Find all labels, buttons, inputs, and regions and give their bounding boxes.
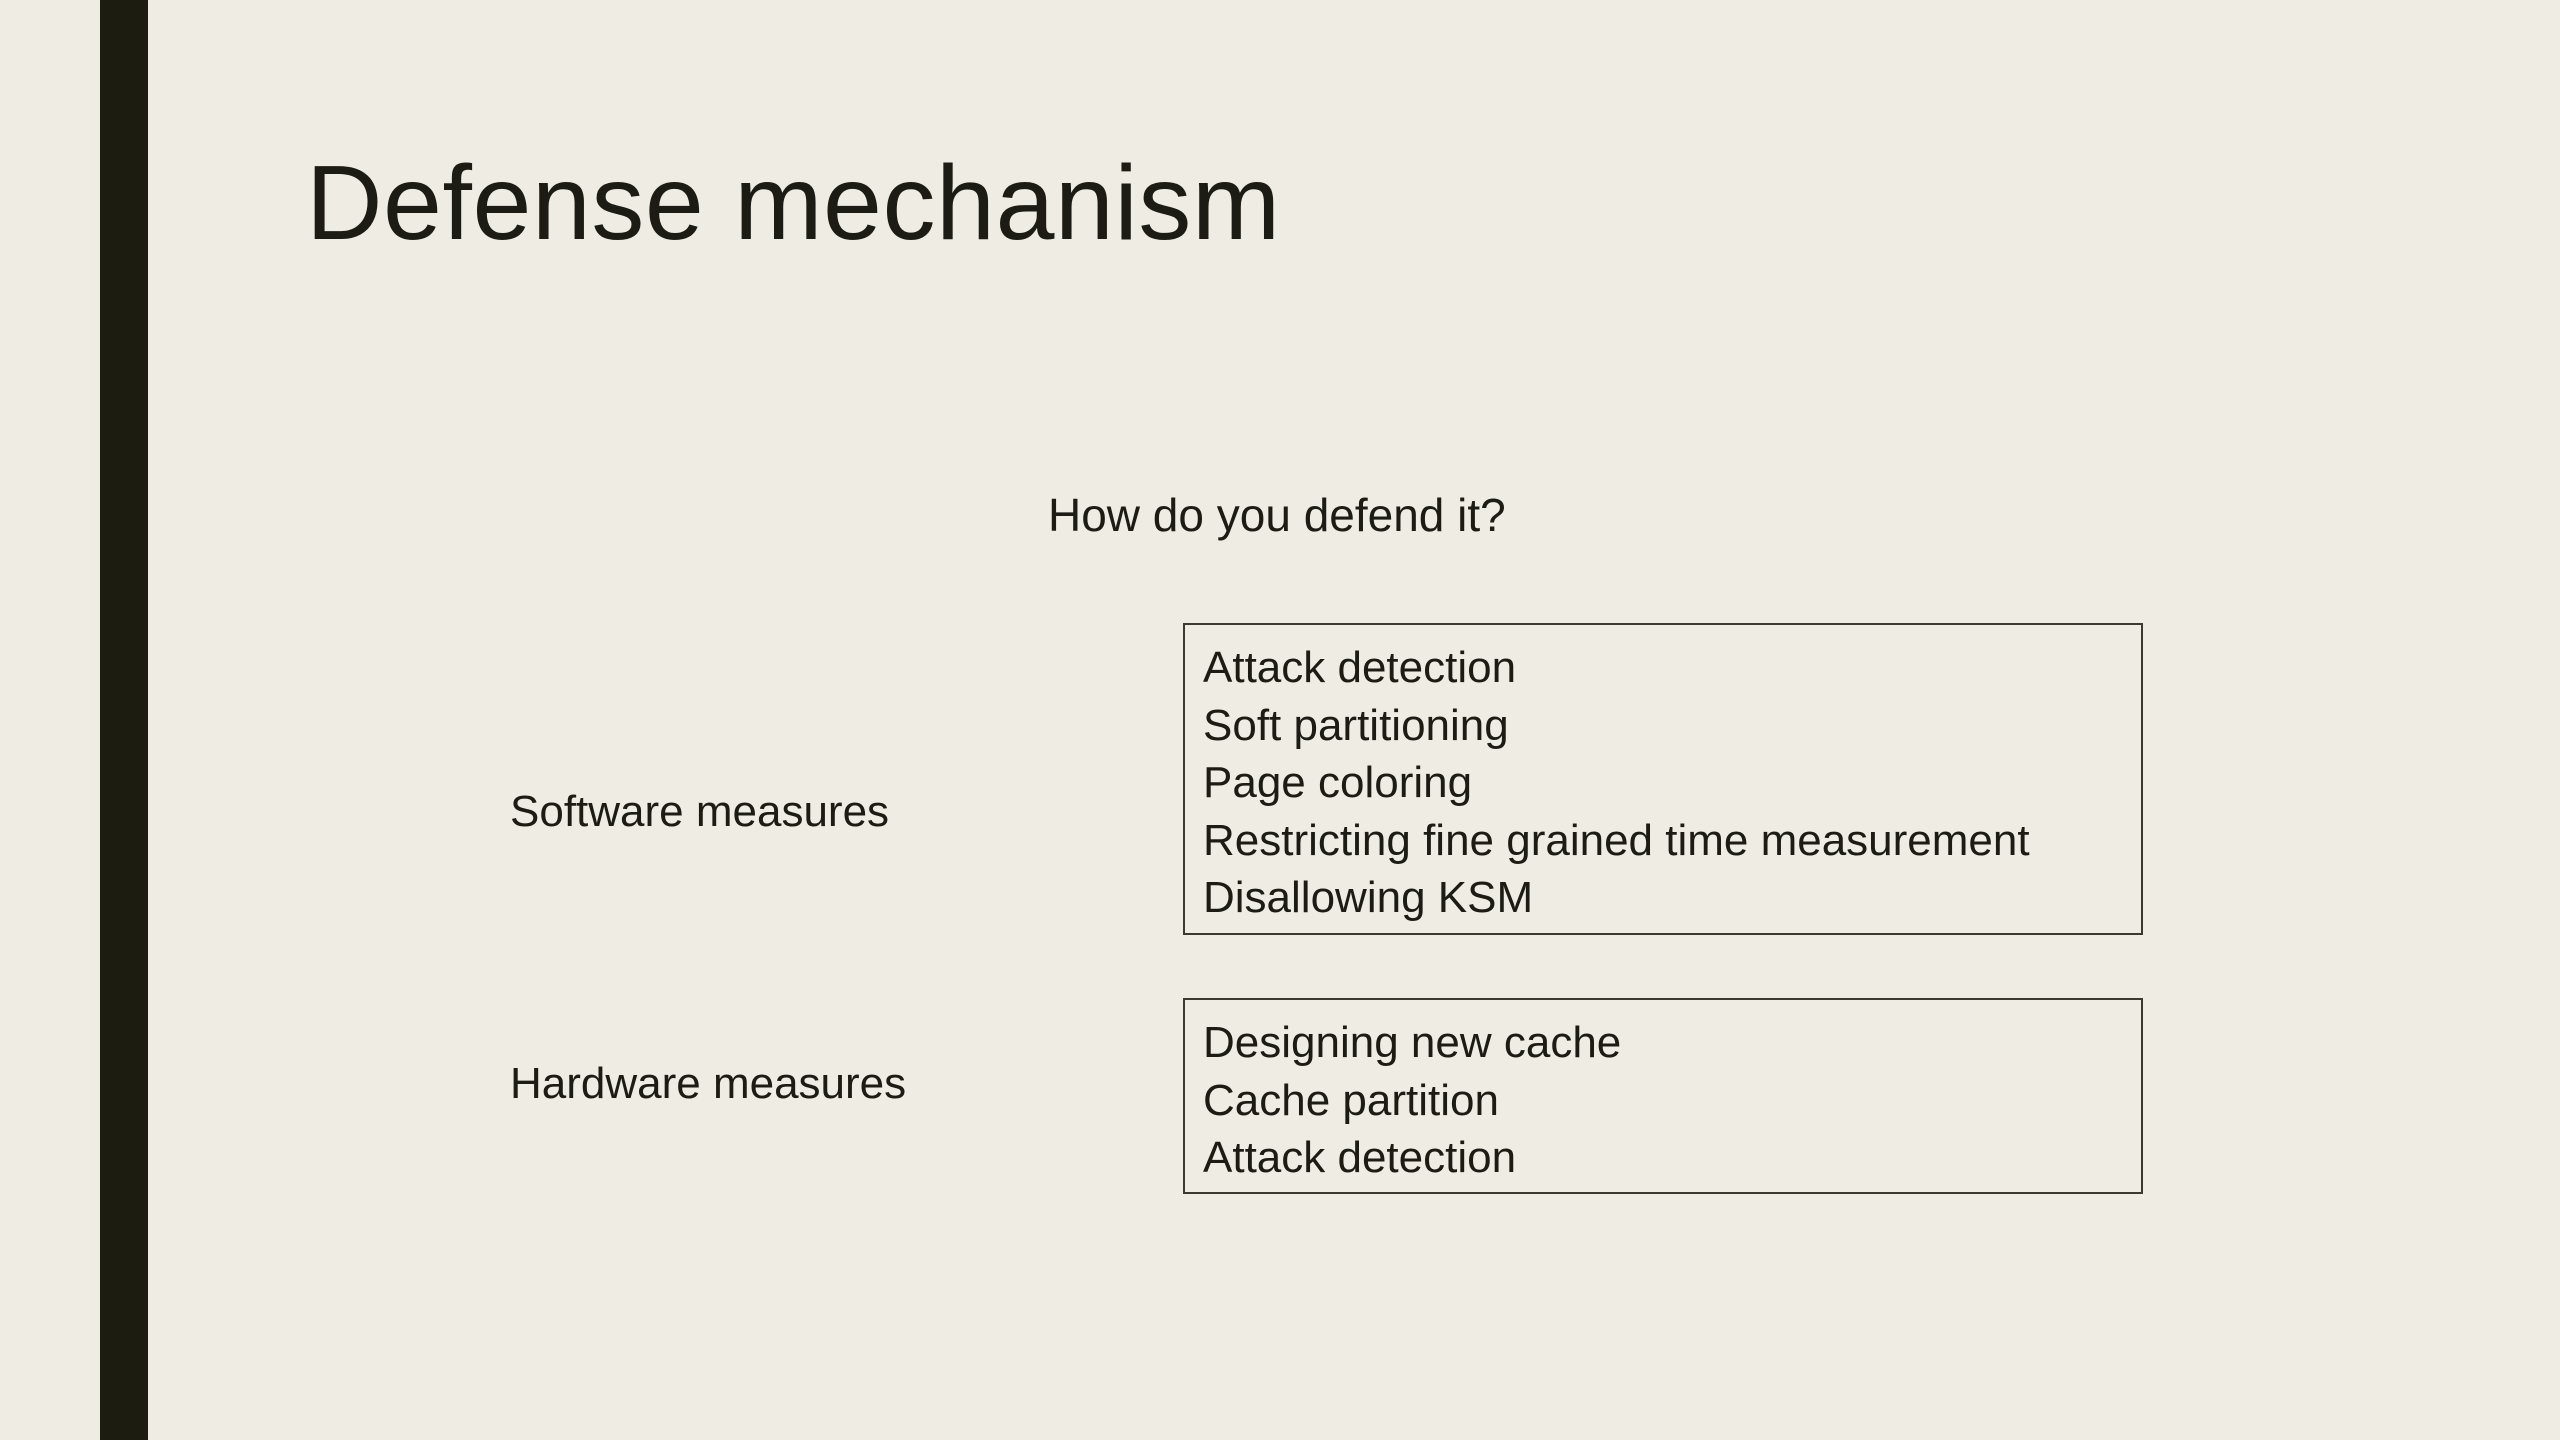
list-item: Attack detection — [1203, 643, 1517, 692]
list-item: Attack detection — [1203, 1133, 1517, 1182]
hardware-measures-list — [1185, 1000, 2141, 1187]
list-item: Designing new cache — [1203, 1018, 1622, 1067]
accent-bar — [100, 0, 148, 1440]
software-measures-box — [1183, 623, 2143, 935]
hardware-measures-label: Hardware measures — [510, 1059, 907, 1108]
software-measures-list — [1185, 625, 2141, 927]
list-item: Soft partitioning — [1203, 700, 1509, 750]
hardware-measures-box — [1183, 998, 2143, 1194]
list-item: Page coloring — [1203, 758, 1473, 807]
list-item: Disallowing KSM — [1203, 873, 1534, 922]
slide-question: How do you defend it? — [1048, 489, 1506, 541]
slide-title: Defense mechanism — [306, 144, 1281, 262]
list-item: Cache partition — [1203, 1075, 1499, 1125]
software-measures-label: Software measures — [510, 787, 890, 836]
list-item: Restricting fine grained time measurement — [1203, 815, 2030, 865]
